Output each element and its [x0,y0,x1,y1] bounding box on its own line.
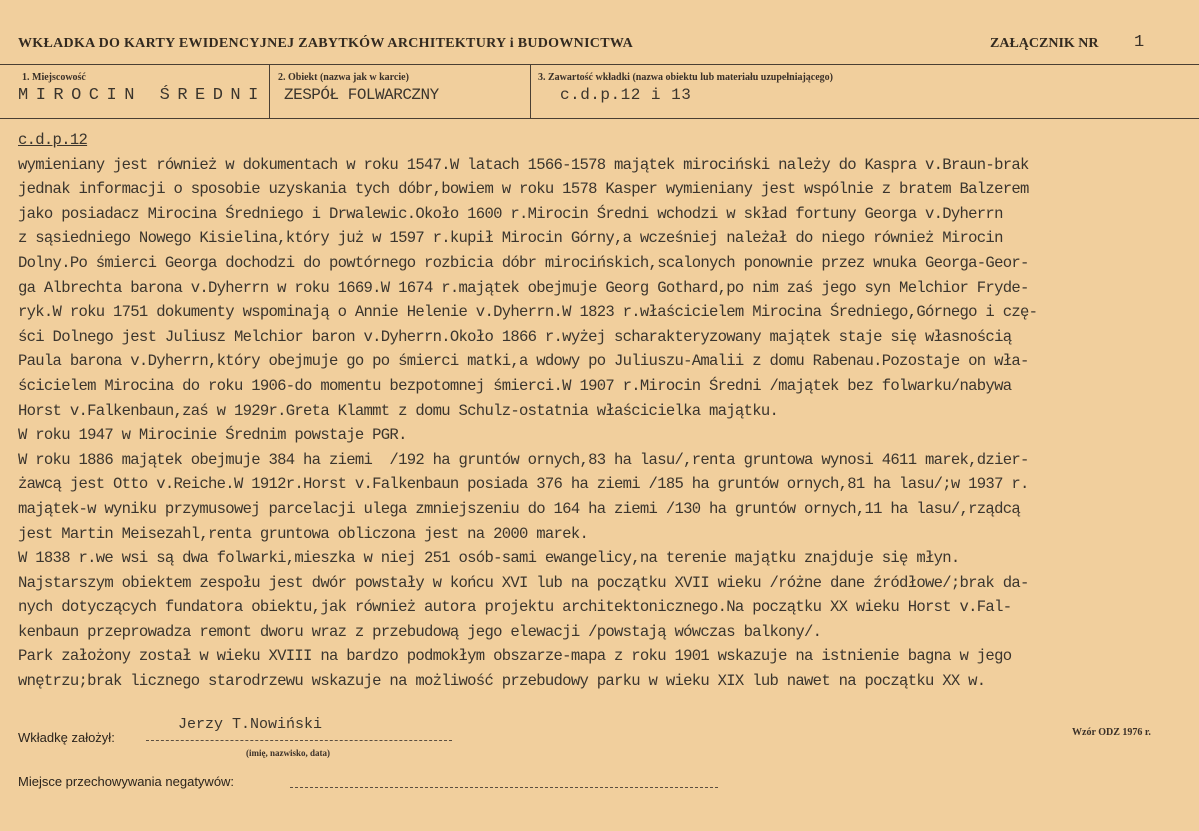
body-line: Park założony został w wieku XVIII na bardzo podmokłym obszarze-mapa z roku 1901 wskazuje na istnienie bagna w jego [18,647,1012,666]
body-line: Najstarszym obiektem zespołu jest dwór powstały w końcu XVI lub na początku XVII wieku /różne dane źródłowe/;brak da- [18,573,1029,592]
made-by-sublabel: (imię, nazwisko, data) [246,748,330,758]
body-line: jako posiadacz Mirocina Średniego i Drwalewic.Około 1600 r.Mirocin Średni wchodzi w skład fortuny Georga v.Dyherrn [18,204,1003,223]
body-line: wymieniany jest również w dokumentach w roku 1547.W latach 1566-1578 majątek mirociński należy do Kaspra v.Braun-brak [18,155,1029,174]
body-line: kenbaun przeprowadza remont dworu wraz z przebudową jego elewacji /powstają wówczas balkony/. [18,622,822,641]
annex-label: ZAŁĄCZNIK NR [990,36,1099,51]
body-line: Paula barona v.Dyherrn,który obejmuje go po śmierci matki,a wdowy po Juliuszu-Amalii z domu Rabenau.Pozostaje on wła- [18,352,1029,371]
header-bottom-rule [0,118,1199,119]
header-top-rule [0,64,1199,65]
body-line: majątek-w wyniku przymusowej parcelacji ulega zmniejszeniu do 164 ha ziemi /130 ha gruntów ornych,11 ha lasu/,rządcą [18,499,1020,518]
body-line: ści Dolnego jest Juliusz Melchior baron v.Dyherrn.Około 1866 r.wyżej scharakteryzowany majątek staje się własnością [18,327,1012,346]
content-label: 3. Zawartość wkładki (nazwa obiektu lub materiału uzupełniającego) [538,72,834,83]
made-by-line [146,740,452,741]
body-text [18,128,1199,694]
made-by-value: Jerzy T.Nowiński [178,716,323,733]
body-line: z sąsiedniego Nowego Kisielina,który już w 1597 r.kupił Mirocin Górny,a wcześniej należał do niego również Mirocin [18,229,1003,248]
body-line: nych dotyczących fundatora obiektu,jak również autora projektu architektonicznego.Na początku XX wieku Horst v.Fal- [18,598,1012,617]
body-line: jednak informacji o sposobie uzyskania tych dóbr,bowiem w roku 1578 Kasper wymieniany jest wspólnie z bratem Balzerem [18,180,1029,199]
location-label: 1. Miejscowość [22,72,86,83]
body-line-heading: c.d.p.12 [18,131,88,149]
body-line: ga Albrechta barona v.Dyherrn w roku 1669.W 1674 r.majątek obejmuje Georg Gothard,po nim zaś jego syn Melchior Fryde- [18,278,1029,297]
object-label: 2. Obiekt (nazwa jak w karcie) [278,72,409,83]
body-line: jest Martin Meisezahl,renta gruntowa obliczona jest na 2000 marek. [18,524,589,543]
body-line: ryk.W roku 1751 dokumenty wspominają o Annie Helenie v.Dyherrn.W 1823 r.właścicielem Mirocina Średniego,Górnego i czę- [18,303,1038,322]
object-value: ZESPÓŁ FOLWARCZNY [284,86,439,104]
location-value: MIROCIN ŚREDNI [18,86,266,105]
body-line: Dolny.Po śmierci Georga dochodzi do powtórnego rozbicia dóbr mirocińskich,scalonych ponownie przez wnuka Georga-Geor- [18,253,1029,272]
form-title: WKŁADKA DO KARTY EWIDENCYJNEJ ZABYTKÓW ARCHITEKTURY i BUDOWNICTWA [18,36,634,51]
storage-label: Miejsce przechowywania negatywów: [18,774,235,789]
body-line: W roku 1886 majątek obejmuje 384 ha ziemi /192 ha gruntów ornych,83 ha lasu/,renta gruntowa wynosi 4611 marek,dzier- [18,450,1029,469]
field-divider-2 [530,64,531,118]
body-line: wnętrzu;brak licznego starodrzewu wskazuje na możliwość przebudowy parku w wieku XIX lub nawet na początku XX w. [18,672,986,691]
body-line: W roku 1947 w Mirocinie Średnim powstaje PGR. [18,426,407,445]
body-line: ścicielem Mirocina do roku 1906-do momentu bezpotomnej śmierci.W 1907 r.Mirocin Średni /majątek bez folwarku/nabywa [18,376,1012,395]
storage-line [290,787,718,788]
content-value: c.d.p.12 i 13 [560,86,692,104]
made-by-label: Wkładkę założył: [18,730,115,745]
annex-number: 1 [1134,33,1145,52]
field-divider-1 [269,64,270,118]
body-line: W 1838 r.we wsi są dwa folwarki,mieszka w niej 251 osób-sami ewangelicy,na terenie majątku znajduje się młyn. [18,549,960,568]
body-line: Horst v.Falkenbaun,zaś w 1929r.Greta Klammt z domu Schulz-ostatnia właścicielka majątku. [18,401,779,420]
form-pattern-label: Wzór ODZ 1976 r. [1072,727,1151,738]
body-line: żawcą jest Otto v.Reiche.W 1912r.Horst v.Falkenbaun posiada 376 ha ziemi /185 ha gruntów ornych,81 ha lasu/;w 1937 r. [18,475,1029,494]
